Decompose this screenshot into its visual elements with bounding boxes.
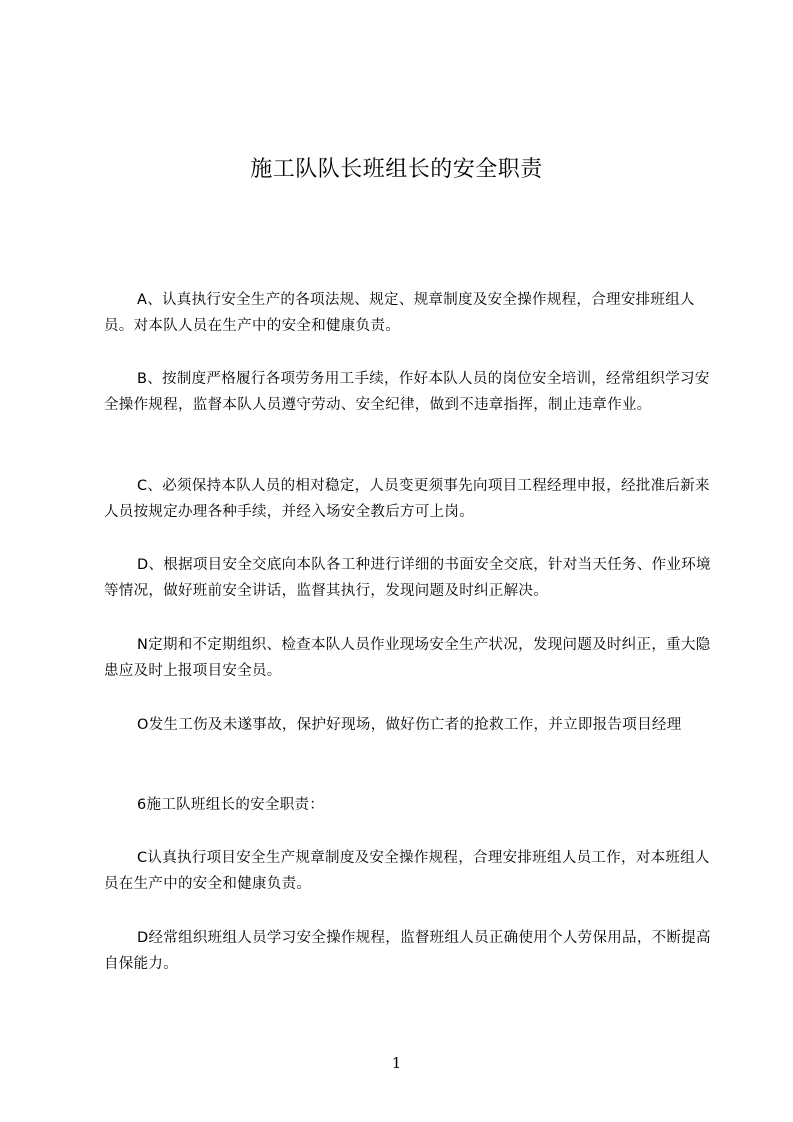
section-heading-team-leader: 6施工队班组长的安全职责：: [137, 797, 325, 813]
page-number: 1: [391, 1054, 402, 1072]
paragraph-b-responsibility: B、按制度严格履行各项劳务用工手续，作好本队人员的岗位安全培训，经常组织学习安全操作规程，监督本队人员遵守劳动、安全纪律，做到不违章指挥，制止违章作业。: [104, 371, 710, 413]
paragraph-d-responsibility: D、根据项目安全交底向本队各工种进行详细的书面安全交底，针对当天任务、作业环境等情况，做好班前安全讲话，监督其执行，发现问题及时纠正解决。: [104, 557, 711, 599]
document-title: 施工队队长班组长的安全职责: [250, 156, 543, 182]
paragraph-c-responsibility: C、必须保持本队人员的相对稳定，人员变更须事先向项目工程经理申报，经批准后新来人员按规定办理各种手续，并经入场安全教后方可上岗。: [104, 478, 710, 520]
paragraph-a-responsibility: A、认真执行安全生产的各项法规、规定、规章制度及安全操作规程，合理安排班组人员。对本队人员在生产中的安全和健康负责。: [104, 292, 695, 334]
paragraph-n-responsibility: N定期和不定期组织、检查本队人员作业现场安全生产状况，发现问题及时纠正，重大隐患应及时上报项目安全员。: [104, 637, 711, 679]
paragraph-team-c-responsibility: C认真执行项目安全生产规章制度及安全操作规程，合理安排班组人员工作，对本班组人员在生产中的安全和健康负责。: [104, 850, 710, 892]
paragraph-team-d-responsibility: D经常组织班组人员学习安全操作规程，监督班组人员正确使用个人劳保用品，不断提高自保能力。: [104, 930, 711, 972]
paragraph-o-responsibility: O发生工伤及未遂事故，保护好现场，做好伤亡者的抢救工作，并立即报告项目经理: [137, 717, 682, 733]
